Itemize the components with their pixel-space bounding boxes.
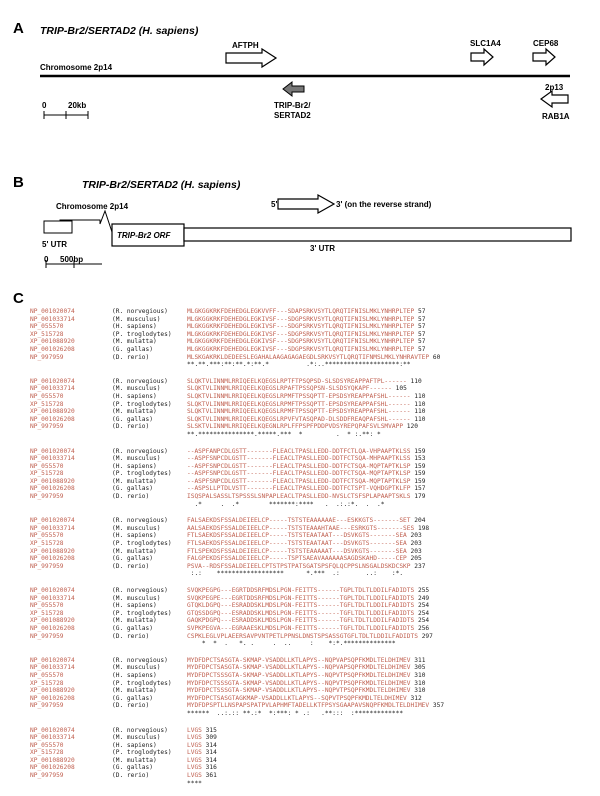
accession-id: NP_997959	[30, 702, 64, 710]
species-name: (M. mulatta)	[112, 338, 157, 346]
species-name: (M. musculus)	[112, 594, 161, 602]
consensus-row	[30, 710, 595, 718]
alignment-block	[30, 308, 595, 369]
consensus-symbols: **.**.***:**:**.*:**.* .*:..********************:**	[187, 361, 411, 369]
accession-id: NP_997959	[30, 493, 64, 501]
residue-count: 314	[205, 749, 217, 757]
sequence: MLSKGAKRKLDEDEESLEGAHALAAGAGAGAEGDLSRKVSYTLQRQTIFNMSLMKLYNHRAVTEP	[187, 353, 430, 361]
panel-a-title: TRIP-Br2/SERTAD2 (H. sapiens)	[40, 25, 199, 37]
sequence: MLGKGGKRKFDEHEDGLEGKIVSF---SDGPSRKVSYTLQRQTIFNISLMKLYNHRPLTEP	[187, 323, 415, 331]
species-name: (R. norvegious)	[112, 377, 168, 385]
accession-id: NP_997959	[30, 772, 64, 780]
species-name: (M. mulatta)	[112, 617, 157, 625]
accession-id: NP_001026208	[30, 345, 75, 353]
alignment-row	[30, 749, 595, 757]
sequence-alignment	[30, 308, 595, 796]
consensus-symbols: ****	[187, 779, 202, 787]
residue-count: 203	[410, 540, 422, 548]
alignment-row	[30, 316, 595, 324]
alignment-row	[30, 563, 595, 571]
species-name: (P. troglodytes)	[112, 400, 172, 408]
residue-count: 203	[410, 532, 422, 540]
sequence: MYDFDPCTSASGTA-SKMAP-VSADDLLKTLAPYS--NQPVAPSQPFKMDLTELDHIMEV	[187, 656, 411, 664]
gene-arrow-rab1a	[541, 91, 568, 107]
gene-arrow-trip-br2	[283, 82, 304, 96]
accession-id: NP_055570	[30, 323, 64, 331]
alignment-row	[30, 657, 595, 665]
scale-zero-b: 0	[44, 255, 49, 264]
sequence: ISQSPALSASSLTSPSSSLSNPAPLEACLTPASLLEDD-NVSLCTSFSPLAPAAPTSKLS	[187, 493, 411, 501]
alignment-row	[30, 672, 595, 680]
residue-count: 159	[414, 462, 426, 470]
consensus-row	[30, 640, 595, 648]
species-name: (D. rerio)	[112, 632, 150, 640]
sequence: SVQKPEGPG---EGRTDDSRFMDSLPGN-FEITTS------TGPLTDLTLDDILFADIDTS	[187, 587, 415, 594]
sequence: --ASPFSNPCDLGSTT-------FLEACLTPASLLEDD-DDTFCTSQA-MHPAAPTKLSS	[187, 455, 411, 463]
alignment-row	[30, 532, 595, 540]
alignment-row	[30, 455, 595, 463]
residue-count: 57	[417, 345, 426, 353]
accession-id: XP_515728	[30, 679, 64, 687]
sequence: MLGKGGKRKFDEHEDGLEGKVVFF---SDAPSRKVSYTLQRQTIFNISLMKLYNHRPLTEP	[187, 308, 415, 315]
gene-label-cep68: CEP68	[533, 39, 559, 48]
residue-count: 60	[432, 353, 441, 361]
alignment-row	[30, 463, 595, 471]
scale-label-b: 500bp	[60, 255, 84, 264]
residue-count: 205	[410, 555, 422, 563]
alignment-row	[30, 331, 595, 339]
accession-id: XP_001088920	[30, 408, 75, 416]
species-name: (P. troglodytes)	[112, 470, 172, 478]
species-name: (M. musculus)	[112, 734, 161, 742]
sequence: MLGKGGKRKFDEHEDGLEGKIVSF---SDGPSRKVSYTLQRQTIFNISLMKLYNHRPLTEP	[187, 330, 415, 338]
sequence: LVGS	[187, 772, 202, 780]
sequence: --ASPFANPCDLGSTT-------FLEACLTPASLLEDD-DDTFCTLQA-VHPAAPTKLSS	[187, 447, 411, 455]
alignment-block	[30, 727, 595, 788]
gene-label-slc1a4: SLC1A4	[470, 39, 501, 48]
species-name: (R. norvegious)	[112, 726, 168, 734]
species-name: (D. rerio)	[112, 562, 150, 570]
alignment-block	[30, 587, 595, 648]
sequence: SVQKPEGPE---EGRTDDSRFMDSLPGN-FEITTS------TGPLTDLTLDDILFADIDTS	[187, 594, 415, 602]
species-name: (R. norvegious)	[112, 517, 168, 525]
alignment-row	[30, 448, 595, 456]
consensus-symbols: .* . .* *******:**** . .:.:*. . .*	[187, 500, 385, 508]
sequence: CSPKLEGLVPLAEERSAVPVNTPETLPPNSLDNSTSPSASSGTGFLTDLTLDDILFADIDTS	[187, 632, 418, 640]
species-name: (M. musculus)	[112, 315, 161, 323]
residue-count: 179	[414, 493, 426, 501]
reverse-strand-arrow	[278, 195, 334, 213]
alignment-row	[30, 695, 595, 703]
utr5-box	[44, 221, 72, 233]
species-name: (G. gallas)	[112, 415, 153, 423]
species-name: (R. norvegious)	[112, 656, 168, 664]
accession-id: NP_001033714	[30, 385, 75, 393]
accession-id: NP_001026208	[30, 415, 75, 423]
residue-count: 315	[205, 726, 217, 734]
sequence: MYDFDPCTSASGTAGKMAP-VSADDLLKTLAPYS--SQPVTPSQPFKMDLTELDHIMEV	[187, 694, 407, 702]
residue-count: 316	[205, 764, 217, 772]
residue-count: 110	[414, 415, 426, 423]
sequence: SLQKTVLINNMLRRIQEELKQEGSLRPVFVTASQPAD-DLSDDFREAQPAFSHL------	[187, 415, 411, 423]
alignment-row	[30, 323, 595, 331]
residue-count: 110	[414, 392, 426, 400]
sequence: MYDFDPCTSSSGTA-SKMAP-VSADDLLKTLAPYS--NQPVTPSQPFKMDLTELDHIMEV	[187, 687, 411, 695]
accession-id: NP_001033714	[30, 315, 75, 323]
species-name: (D. rerio)	[112, 772, 150, 780]
gene-label-trip-br2-line1: TRIP-Br2/	[274, 101, 311, 110]
accession-id: NP_055570	[30, 602, 64, 610]
alignment-row	[30, 378, 595, 386]
accession-id: NP_001020074	[30, 656, 75, 664]
sequence: SLQKTVLINNMLRRIQEELKQEGSLRPTFTPSQPSD-SLSDSYREAPPAFTPL------	[187, 377, 407, 385]
alignment-row	[30, 354, 595, 362]
species-name: (H. sapiens)	[112, 532, 157, 540]
alignment-row	[30, 734, 595, 742]
sequence: MYDFDPSPTLLNSPAPSPATPVLAPHMFTADELLKTFPSYSGAAPAVSNQPFKMDLTELDHIMEV	[187, 702, 430, 710]
utr3-label: 3' UTR	[310, 244, 336, 253]
sequence: MLGKGGKRKFDEHEDGLEGKIVSF---SDGPSRKVSYTLQRQTIFNISLMKLYNHRPLTEP	[187, 315, 415, 323]
alignment-row	[30, 680, 595, 688]
residue-count: 297	[421, 632, 433, 640]
alignment-row	[30, 385, 595, 393]
species-name: (G. gallas)	[112, 555, 153, 563]
residue-count: 311	[414, 656, 426, 664]
gene-label-rab1a: RAB1A	[542, 112, 570, 121]
species-name: (M. mulatta)	[112, 547, 157, 555]
species-name: (P. troglodytes)	[112, 609, 172, 617]
accession-id: NP_997959	[30, 632, 64, 640]
sequence: FALGPEKDSFSSALDEIEELCP-----TSPTSAEAVAAAAAASAGDSKAHD-----CEP	[187, 555, 407, 563]
sequence: SLSKTVLINNMLRRIQEELKQEGNLRPLFFPSPFPDDPVDSYREPQPAFSVLSMVAPP	[187, 423, 404, 431]
residue-count: 120	[406, 423, 418, 431]
alignment-row	[30, 555, 595, 563]
accession-id: NP_997959	[30, 423, 64, 431]
sequence: LVGS	[187, 749, 202, 757]
consensus-row	[30, 780, 595, 788]
species-name: (P. troglodytes)	[112, 679, 172, 687]
alignment-row	[30, 493, 595, 501]
residue-count: 57	[417, 338, 426, 346]
species-name: (H. sapiens)	[112, 602, 157, 610]
alignment-row	[30, 702, 595, 710]
alignment-row	[30, 587, 595, 595]
alignment-row	[30, 478, 595, 486]
alignment-row	[30, 757, 595, 765]
alignment-row	[30, 595, 595, 603]
accession-id: NP_001020074	[30, 377, 75, 385]
residue-count: 159	[414, 447, 426, 455]
accession-id: NP_001026208	[30, 485, 75, 493]
accession-id: NP_001033714	[30, 664, 75, 672]
accession-id: XP_515728	[30, 609, 64, 617]
species-name: (G. gallas)	[112, 764, 153, 772]
accession-id: NP_001026208	[30, 624, 75, 632]
sequence: SLQKTVLINNMLRRIQEELKQEGSLRPAFTPSSQPSN-SLSDSYQKAPF------	[187, 385, 392, 393]
species-name: (M. mulatta)	[112, 408, 157, 416]
residue-count: 237	[414, 562, 426, 570]
consensus-row	[30, 361, 595, 369]
residue-count: 204	[414, 517, 426, 525]
sequence: GAQKPDGPQ---ESRADDSKLMDSLPGN-FEITTS------TGFLTDLTLDDILFADIDTS	[187, 617, 415, 625]
residue-count: 357	[432, 702, 445, 710]
chromosome-label-a: Chromosome 2p14	[40, 63, 113, 72]
sequence: --ASPFSNPCDLGSTT-------FLEACLTPASLLEDD-DDTFCTSQA-MQPTAPTKLSP	[187, 477, 411, 485]
residue-count: 57	[417, 330, 426, 338]
accession-id: XP_515728	[30, 400, 64, 408]
residue-count: 159	[414, 470, 426, 478]
sequence: GTQSSDGPQ---ESRADDSKLMDSLPGN-FEITTS------TGFLTDLTLDDILFADIDTS	[187, 609, 415, 617]
accession-id: NP_001020074	[30, 308, 75, 315]
accession-id: NP_001026208	[30, 694, 75, 702]
alignment-row	[30, 525, 595, 533]
species-name: (R. norvegious)	[112, 308, 168, 315]
three-prime-label: 3' (on the reverse strand)	[336, 200, 432, 209]
sequence: LVGS	[187, 734, 202, 742]
alignment-row	[30, 772, 595, 780]
species-name: (G. gallas)	[112, 624, 153, 632]
alignment-row	[30, 664, 595, 672]
accession-id: NP_001033714	[30, 524, 75, 532]
species-name: (M. mulatta)	[112, 477, 157, 485]
consensus-symbols: ****** ..:.:: **.:* *:***: * .: .**::: :*************	[187, 709, 404, 717]
accession-id: NP_001033714	[30, 734, 75, 742]
residue-count: 305	[414, 664, 426, 672]
species-name: (H. sapiens)	[112, 392, 157, 400]
chromosome-label-b: Chromosome 2p14	[56, 202, 129, 211]
accession-id: NP_997959	[30, 562, 64, 570]
scale-label-a: 20kb	[68, 101, 87, 110]
panel-label-a: A	[13, 20, 24, 37]
panel-label-b: B	[13, 174, 24, 191]
sequence: MYDFDPCTSSSGTA-SKMAP-VSADDLLKTLAPYS--NQPVTPSQPFKMDLTELDHIMEV	[187, 679, 411, 687]
residue-count: 314	[205, 741, 217, 749]
accession-id: XP_001088920	[30, 547, 75, 555]
sequence: LVGS	[187, 764, 202, 772]
species-name: (D. rerio)	[112, 423, 150, 431]
sequence: --ASPFSNPCDLGSTT-------FLEACLTPASLLEDD-DDTFCTSQA-MQPTAPTKLSP	[187, 470, 411, 478]
alignment-block	[30, 517, 595, 578]
residue-count: 57	[417, 315, 426, 323]
residue-count: 157	[414, 485, 426, 493]
alignment-row	[30, 517, 595, 525]
species-name: (H. sapiens)	[112, 462, 157, 470]
alignment-row	[30, 393, 595, 401]
gene-arrow-aftph	[226, 49, 276, 67]
accession-id: XP_515728	[30, 749, 64, 757]
consensus-row	[30, 431, 595, 439]
residue-count: 110	[410, 377, 422, 385]
sequence: MLGKGGKRKFDEHEDGLEGKIVSF---SDGPSRKVSYTLQRQTIFNISLMKLYNHRPLTEP	[187, 338, 415, 346]
accession-id: NP_055570	[30, 671, 64, 679]
sequence: MYDFDPCTSSSGTA-SKMAP-VSADDLLKTLAPYS--NQPVTPSQPFKMDLTELDHIMEV	[187, 671, 411, 679]
species-name: (D. rerio)	[112, 493, 150, 501]
alignment-row	[30, 617, 595, 625]
residue-count: 361	[205, 772, 217, 780]
sequence: MLGKGGKRKFDEHEDGLEGKIVSF---SDGPSRKVSYTLQRQTIFNISLMKLYNHRPLTEP	[187, 345, 415, 353]
residue-count: 310	[414, 687, 426, 695]
sequence: FTLSAEKDSFSSALDEIEELCP-----TSTSTEAATAAT---DSVKGTS-------SEA	[187, 540, 407, 548]
alignment-row	[30, 540, 595, 548]
residue-count: 198	[417, 524, 430, 532]
alignment-row	[30, 416, 595, 424]
residue-count: 310	[414, 679, 426, 687]
residue-count: 256	[417, 624, 430, 632]
species-name: (R. norvegious)	[112, 447, 168, 455]
alignment-row	[30, 602, 595, 610]
species-name: (M. mulatta)	[112, 756, 157, 764]
species-name: (G. gallas)	[112, 485, 153, 493]
sequence: AALSAEKDSFSSALDEIEELCP-----TSTSTEAAAHTAAE---ESRKGTS-------SES	[187, 524, 415, 532]
residue-count: 254	[417, 617, 430, 625]
alignment-row	[30, 727, 595, 735]
sequence: FTLSAEKDSFSSALDEIEELCP-----TSTSTEAATAAT---DSVKGTS-------SEA	[187, 532, 407, 540]
accession-id: XP_515728	[30, 540, 64, 548]
gene-arrow-slc1a4	[471, 49, 493, 65]
chromosome-end-label: 2p13	[545, 83, 564, 92]
accession-id: XP_001088920	[30, 617, 75, 625]
sequence: SVPKPEGVA---EGRAAESKLMDSLPGN-FEITTS------TGFLTDLTLDDILFADIDTS	[187, 624, 415, 632]
species-name: (R. norvegious)	[112, 587, 168, 594]
sequence: SLQKTVLINNMLRRIQEELKQEGSLRPMFTPSSQPTT-EPSDSYREAPPAFSHL------	[187, 400, 411, 408]
residue-count: 57	[417, 308, 426, 315]
residue-count: 310	[414, 671, 426, 679]
alignment-row	[30, 470, 595, 478]
species-name: (G. gallas)	[112, 345, 153, 353]
consensus-row	[30, 570, 595, 578]
species-name: (P. troglodytes)	[112, 330, 172, 338]
orf-label: TRIP-Br2 ORF	[117, 231, 171, 240]
accession-id: NP_997959	[30, 353, 64, 361]
residue-count: 254	[417, 609, 430, 617]
residue-count: 314	[205, 756, 217, 764]
alignment-row	[30, 308, 595, 316]
species-name: (G. gallas)	[112, 694, 153, 702]
species-name: (H. sapiens)	[112, 741, 157, 749]
accession-id: XP_515728	[30, 470, 64, 478]
species-name: (M. musculus)	[112, 664, 161, 672]
sequence: --ASPSLLPTDLVSTT-------FLEACLTPASLLEDD-DDTFCTSPT-VQHDGPTKLFP	[187, 485, 411, 493]
gene-diagrams	[0, 0, 600, 300]
residue-count: 57	[417, 323, 426, 331]
alignment-block	[30, 378, 595, 439]
alignment-row	[30, 764, 595, 772]
panel-b-title: TRIP-Br2/SERTAD2 (H. sapiens)	[82, 179, 241, 191]
residue-count: 254	[417, 602, 430, 610]
alignment-block	[30, 657, 595, 718]
alignment-row	[30, 548, 595, 556]
alignment-row	[30, 485, 595, 493]
sequence: FALSAEKDSFSSALDEIEELCP-----TSTSTEAAAAAAE---ESKKGTS-------SET	[187, 517, 411, 525]
residue-count: 309	[205, 734, 217, 742]
alignment-row	[30, 338, 595, 346]
species-name: (M. musculus)	[112, 385, 161, 393]
sequence: --ASPFSNPCDLGSTT-------FLEACLTPASLLEDD-DDTFCTSQA-MQPTAPTKLSP	[187, 462, 411, 470]
species-name: (H. sapiens)	[112, 323, 157, 331]
species-name: (D. rerio)	[112, 702, 150, 710]
accession-id: NP_001020074	[30, 447, 75, 455]
residue-count: 255	[417, 587, 430, 594]
residue-count: 312	[410, 694, 422, 702]
species-name: (M. musculus)	[112, 455, 161, 463]
accession-id: XP_001088920	[30, 687, 75, 695]
scale-zero-a: 0	[42, 101, 47, 110]
accession-id: NP_001033714	[30, 594, 75, 602]
accession-id: NP_055570	[30, 532, 64, 540]
sequence: MYDFDPCTSASGTA-SKMAP-VSADDLLKTLAPYS--NQPVAPSQPFKMDLTELDHIMEV	[187, 664, 411, 672]
accession-id: XP_001088920	[30, 477, 75, 485]
alignment-row	[30, 625, 595, 633]
utr5-label: 5' UTR	[42, 240, 68, 249]
accession-id: NP_001020074	[30, 587, 75, 594]
alignment-row	[30, 423, 595, 431]
consensus-symbols: * * . *. . . .. : *:*.**************	[187, 640, 396, 648]
sequence: SLQKTVLINNMLRRIQEELKQEGSLRPMFTPSSQPTT-EPSDSYREAPPAFSHL------	[187, 408, 411, 416]
species-name: (M. mulatta)	[112, 687, 157, 695]
accession-id: NP_001020074	[30, 517, 75, 525]
panel-label-c: C	[13, 290, 24, 307]
residue-count: 110	[414, 408, 426, 416]
accession-id: NP_055570	[30, 462, 64, 470]
accession-id: XP_001088920	[30, 756, 75, 764]
accession-id: NP_055570	[30, 741, 64, 749]
alignment-row	[30, 687, 595, 695]
consensus-symbols: :.: ****************** *.*** .: ..: :*.	[187, 570, 404, 578]
accession-id: NP_001020074	[30, 726, 75, 734]
alignment-row	[30, 742, 595, 750]
accession-id: XP_515728	[30, 330, 64, 338]
gene-label-trip-br2-line2: SERTAD2	[274, 111, 311, 120]
residue-count: 249	[417, 594, 430, 602]
residue-count: 203	[410, 547, 422, 555]
consensus-symbols: **.***************.*****.*** * . * :.**: *	[187, 430, 381, 438]
residue-count: 159	[414, 477, 426, 485]
residue-count: 110	[414, 400, 426, 408]
residue-count: 153	[414, 455, 426, 463]
gene-label-aftph: AFTPH	[232, 41, 259, 50]
accession-id: NP_001026208	[30, 764, 75, 772]
alignment-row	[30, 610, 595, 618]
sequence: PSVA--RDSFSSALDEIEELCPTSTPSTPATSGATSPSFQLQCPPSLNSGALDSKDCSKP	[187, 562, 411, 570]
sequence: GTQKLDGPQ---ESRADDSKLMDSLPGN-FEITTS------TGFLTDLTLDDILFADIDTS	[187, 602, 415, 610]
accession-id: NP_055570	[30, 392, 64, 400]
alignment-row	[30, 346, 595, 354]
consensus-row	[30, 501, 595, 509]
sequence: FTLSPEKDSFSSALDEIEELCP-----TSTSTEAAAAAT---DSVKGTS-------SEA	[187, 547, 407, 555]
species-name: (M. musculus)	[112, 524, 161, 532]
residue-count: 105	[395, 385, 407, 393]
accession-id: NP_001033714	[30, 455, 75, 463]
alignment-row	[30, 401, 595, 409]
five-prime-label: 5'	[271, 200, 278, 209]
species-name: (P. troglodytes)	[112, 749, 172, 757]
accession-id: XP_001088920	[30, 338, 75, 346]
species-name: (D. rerio)	[112, 353, 150, 361]
alignment-block	[30, 448, 595, 509]
alignment-row	[30, 633, 595, 641]
utr3-box	[184, 228, 571, 241]
sequence: SLQKTVLINNMLRRIQEELKQEGSLRPMFTPSSQPTT-EPSDSYREAPPAFSHL------	[187, 392, 411, 400]
species-name: (H. sapiens)	[112, 671, 157, 679]
accession-id: NP_001026208	[30, 555, 75, 563]
sequence: LVGS	[187, 726, 202, 734]
alignment-row	[30, 408, 595, 416]
species-name: (P. troglodytes)	[112, 540, 172, 548]
sequence: LVGS	[187, 756, 202, 764]
sequence: LVGS	[187, 741, 202, 749]
gene-arrow-cep68	[533, 49, 555, 65]
